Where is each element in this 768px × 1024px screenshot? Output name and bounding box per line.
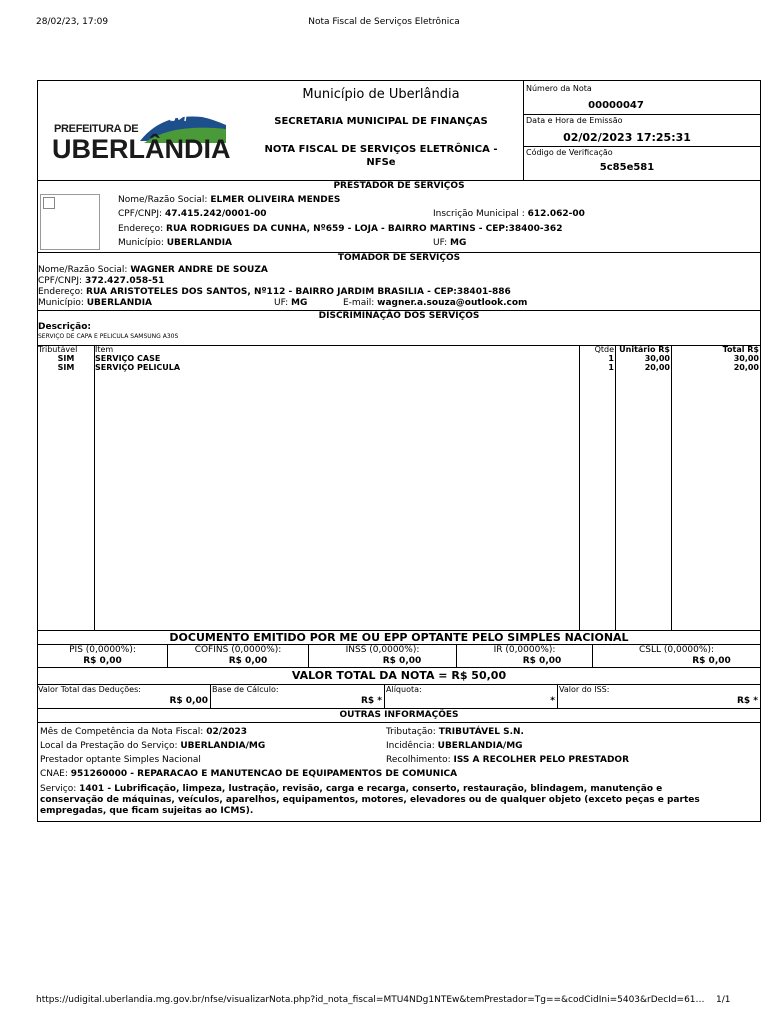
tomador-municipio-row: Município: UBERLANDIA xyxy=(38,298,153,308)
tax-cofins-label: COFINS (0,0000%): xyxy=(194,645,282,655)
discriminacao-title: DISCRIMINAÇÃO DOS SERVIÇOS xyxy=(318,311,480,321)
row2-total: 20,00 xyxy=(733,363,759,372)
tax-csll-value: R$ 0,00 xyxy=(692,656,731,666)
print-page-number: 1/1 xyxy=(716,995,731,1005)
tomador-nome-row: Nome/Razão Social: WAGNER ANDRE DE SOUZA xyxy=(38,265,268,275)
row1-unitario: 30,00 xyxy=(644,354,670,363)
tax-pis-value: R$ 0,00 xyxy=(83,656,122,666)
nota-title-line2: NFSe xyxy=(366,157,396,168)
row1-tributavel: SIM xyxy=(57,354,75,363)
prestador-logo-image xyxy=(40,194,100,250)
secretaria-title: SECRETARIA MUNICIPAL DE FINANÇAS xyxy=(274,116,488,127)
tributacao-row: Tributação: TRIBUTÁVEL S.N. xyxy=(386,727,524,737)
prestador-municipio-row: Município: UBERLANDIA xyxy=(118,238,233,248)
prestador-uf-row: UF: MG xyxy=(433,238,467,248)
row1-item: SERVIÇO CASE xyxy=(95,354,161,363)
descricao-value: SERVIÇO DE CAPA E PELICULA SAMSUNG A30S xyxy=(38,333,179,340)
local-row: Local da Prestação do Serviço: UBERLANDIA/MG xyxy=(40,741,266,751)
outras-title: OUTRAS INFORMAÇÕES xyxy=(339,710,459,720)
tax-inss-value: R$ 0,00 xyxy=(382,656,422,666)
cnae-row: CNAE: 951260000 - REPARACAO E MANUTENCAO DE EQUIPAMENTOS DE COMUNICA xyxy=(40,769,458,779)
print-url: https://udigital.uberlandia.mg.gov.br/nfse/visualizarNota.php?id_nota_fiscal=MTU4NDg1NTEw&temPrestador=Tg==&codCidIni=5403&rDecId=61… xyxy=(36,995,705,1005)
tax-ir-value: R$ 0,00 xyxy=(522,656,562,666)
prestador-title: PRESTADOR DE SERVIÇOS xyxy=(333,181,465,191)
tax-inss-label: INSS (0,0000%): xyxy=(345,645,420,655)
data-label: Data e Hora de Emissão xyxy=(526,116,623,125)
row2-tributavel: SIM xyxy=(57,363,75,372)
tomador-endereco-row: Endereço: RUA ARISTOTELES DOS SANTOS, Nº112 - BAIRRO JARDIM BRASILIA - CEP:38401-886 xyxy=(38,287,511,297)
tax-pis-label: PIS (0,0000%): xyxy=(69,645,136,655)
row2-unitario: 20,00 xyxy=(644,363,670,372)
tax-csll-label: CSLL (0,0000%): xyxy=(639,645,714,655)
broken-image-icon xyxy=(43,197,55,209)
tax-ir-label: IR (0,0000%): xyxy=(493,645,556,655)
col-item: Item xyxy=(95,345,114,354)
row1-total: 30,00 xyxy=(733,354,759,363)
nfse-document xyxy=(37,80,761,822)
deducoes-value: R$ 0,00 xyxy=(169,696,208,706)
municipio-title: Município de Uberlândia xyxy=(302,87,460,102)
row2-item: SERVIÇO PELICULA xyxy=(95,363,181,372)
logo-line1: PREFEITURA DE xyxy=(54,123,139,135)
iss-value: R$ * xyxy=(736,696,758,706)
tax-cofins-value: R$ 0,00 xyxy=(228,656,268,666)
tomador-email-row: E-mail: wagner.a.souza@outlook.com xyxy=(343,298,528,308)
prestador-nome-row: Nome/Razão Social: ELMER OLIVEIRA MENDES xyxy=(118,195,341,205)
incidencia-row: Incidência: UBERLANDIA/MG xyxy=(386,741,523,751)
prestador-inscricao-row: Inscrição Municipal : 612.062-00 xyxy=(433,209,585,219)
col-qtde: Qtde xyxy=(594,345,614,354)
prefeitura-logo xyxy=(52,99,232,164)
valor-total: VALOR TOTAL DA NOTA = R$ 50,00 xyxy=(291,669,507,682)
print-title: Nota Fiscal de Serviços Eletrônica xyxy=(308,17,460,27)
col-unitario: Unitário R$ xyxy=(619,345,670,354)
col-tributavel: Tributável xyxy=(38,345,78,354)
aliquota-value: * xyxy=(550,696,555,706)
optante-row: Prestador optante Simples Nacional xyxy=(40,755,201,765)
descricao-label: Descrição: xyxy=(38,322,91,332)
prestador-cpf-row: CPF/CNPJ: 47.415.242/0001-00 xyxy=(118,209,267,219)
aliquota-label: Alíquota: xyxy=(386,685,422,694)
recolhimento-row: Recolhimento: ISS A RECOLHER PELO PRESTADOR xyxy=(386,755,630,765)
servico-row: Serviço: 1401 - Lubrificação, limpeza, lustração, revisão, carga e recarga, conserto, restauração, blindagem, manutenção e conservação de máquinas, veículos, aparelhos, equipamentos, motores, elevadores ou de qualquer objeto (exceto peças e partes empregadas, que ficam sujeitas ao ICMS). xyxy=(40,784,700,816)
tomador-cpf-row: CPF/CNPJ: 372.427.058-51 xyxy=(38,276,165,286)
base-value: R$ * xyxy=(360,696,382,706)
competencia-row: Mês de Competência da Nota Fiscal: 02/2023 xyxy=(40,727,248,737)
nota-title-line1: NOTA FISCAL DE SERVIÇOS ELETRÔNICA - xyxy=(264,144,498,155)
col-total: Total R$ xyxy=(722,345,759,354)
iss-label: Valor do ISS: xyxy=(559,685,610,694)
deducoes-label: Valor Total das Deduções: xyxy=(38,685,141,694)
numero-label: Número da Nota xyxy=(526,84,592,93)
tomador-uf-row: UF: MG xyxy=(274,298,308,308)
prestador-endereco-row: Endereço: RUA RODRIGUES DA CUNHA, Nº659 - LOJA - BAIRRO MARTINS - CEP:38400-362 xyxy=(118,224,563,234)
codigo-label: Código de Verificação xyxy=(526,148,613,157)
codigo-value: 5c85e581 xyxy=(599,162,655,173)
logo-line2: UBERLÂNDIA xyxy=(52,134,231,164)
print-datetime: 28/02/23, 17:09 xyxy=(36,17,109,27)
numero-value: 00000047 xyxy=(588,100,644,111)
simples-notice: DOCUMENTO EMITIDO POR ME OU EPP OPTANTE PELO SIMPLES NACIONAL xyxy=(169,631,629,644)
row1-qtde: 1 xyxy=(608,354,614,363)
data-value: 02/02/2023 17:25:31 xyxy=(563,131,691,144)
row2-qtde: 1 xyxy=(608,363,614,372)
tomador-title: TOMADOR DE SERVIÇOS xyxy=(337,253,461,263)
base-label: Base de Cálculo: xyxy=(212,685,279,694)
